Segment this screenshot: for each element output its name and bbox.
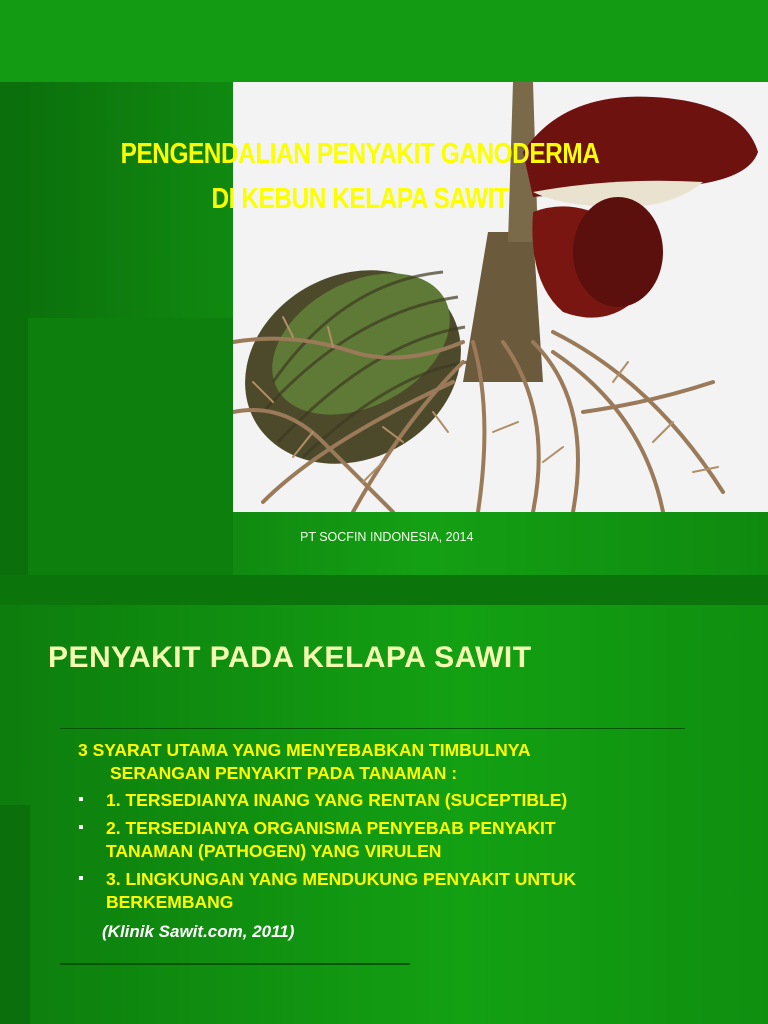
bullet-line-1: 3. LINGKUNGAN YANG MENDUKUNG PENYAKIT UNTUK bbox=[106, 869, 576, 889]
bullet-icon: ▪ bbox=[78, 870, 84, 887]
slide-title-line-2: DI KEBUN KELAPA SAWIT bbox=[211, 183, 509, 215]
list-item bbox=[78, 817, 718, 863]
content-slide bbox=[0, 575, 768, 1024]
slide-title-line-1: PENGENDALIAN PENYAKIT GANODERMA bbox=[120, 138, 600, 170]
background-panel-lower-left bbox=[28, 318, 233, 575]
bullet-icon: ▪ bbox=[78, 819, 84, 836]
background-band-top bbox=[0, 575, 768, 605]
intro-line-2: SERANGAN PENYAKIT PADA TANAMAN : bbox=[110, 763, 458, 783]
bullet-icon: ▪ bbox=[78, 791, 84, 808]
divider-line bbox=[60, 728, 685, 729]
slide-heading: PENYAKIT PADA KELAPA SAWIT bbox=[48, 641, 532, 674]
background-panel-left bbox=[0, 805, 30, 1024]
list-item bbox=[78, 789, 718, 812]
background-panel-left bbox=[0, 82, 30, 575]
intro-text bbox=[78, 739, 718, 785]
divider-line-bottom bbox=[60, 963, 410, 965]
intro-line-1: 3 SYARAT UTAMA YANG MENYEBABKAN TIMBULNYA bbox=[78, 740, 531, 760]
credit-text: PT SOCFIN INDONESIA, 2014 bbox=[300, 530, 474, 544]
slide-body bbox=[78, 739, 718, 943]
list-item bbox=[78, 868, 718, 914]
background-panel-top bbox=[0, 0, 768, 82]
bullet-line-1: 1. TERSEDIANYA INANG YANG RENTAN (SUCEPTIBLE) bbox=[106, 790, 568, 810]
bullet-line-1: 2. TERSEDIANYA ORGANISMA PENYEBAB PENYAKIT bbox=[106, 818, 556, 838]
bullet-list bbox=[78, 789, 718, 914]
bullet-line-2: BERKEMBANG bbox=[106, 892, 234, 912]
citation: (Klinik Sawit.com, 2011) bbox=[102, 922, 295, 941]
bullet-line-2: TANAMAN (PATHOGEN) YANG VIRULEN bbox=[106, 841, 442, 861]
